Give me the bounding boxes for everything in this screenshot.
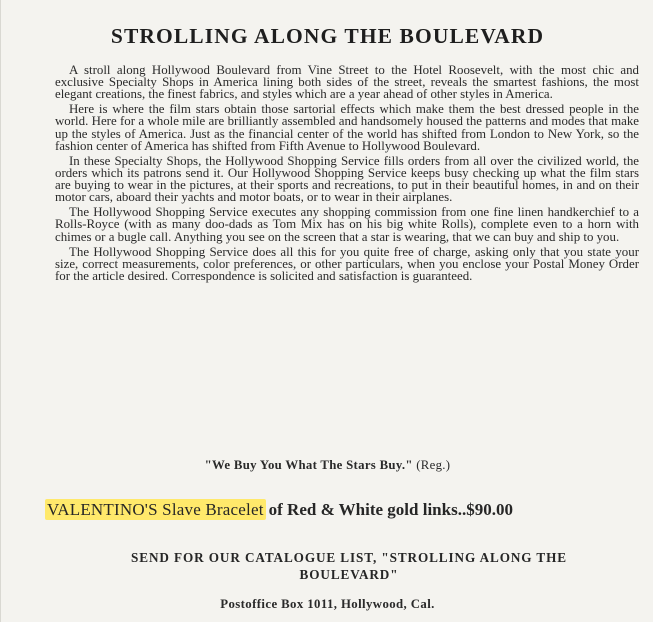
registered-mark: (Reg.) [416, 458, 451, 472]
cta-line-2: BOULEVARD" [299, 567, 399, 582]
paragraph-5: The Hollywood Shopping Service does all this for you quite free of charge, asking only that you state your size, correct measurements, color preferences, or other particulars, when you enclose your Postal Money Order for the article desired. Correspondence is solicited and satisfaction is guaranteed. [55, 244, 639, 283]
article-body [55, 64, 639, 285]
paragraph-3: In these Specialty Shops, the Hollywood Shopping Service fills orders from all over the civilized world, the orders which its patrons send it. Our Hollywood Shopping Service keeps busy checking up what the film stars are buying to wear in the pictures, at their sports and recreations, to put in their beautiful homes, in and on their motor cars, aboard their yachts and motor boats, or to wear in their airplanes. [55, 153, 639, 205]
offer-details: of Red & White gold links..$90.00 [268, 500, 513, 519]
article-headline: STROLLING ALONG THE BOULEVARD [110, 24, 545, 48]
postal-address: Postoffice Box 1011, Hollywood, Cal. [220, 597, 435, 611]
paragraph-2: Here is where the film stars obtain those sartorial effects which make them the best dressed people in the world. Here for a whole mile are brilliantly assembled and handsomely housed the patterns and modes that make up the styles of America. Just as the financial center of the world has shifted from London to New York, so the fashion center of America has shifted from Fifth Avenue to Hollywood Boulevard. [55, 102, 639, 153]
paragraph-1: A stroll along Hollywood Boulevard from Vine Street to the Hotel Roosevelt, with the most chic and exclusive Specialty Shops in America lining both sides of the street, reveals the smartest fashions, the most elegant creations, the finest fabrics, and styles which are a year ahead of other styles in America. [55, 63, 639, 102]
offer-line [45, 500, 645, 520]
highlighted-offer-text: VALENTINO'S Slave Bracelet [47, 500, 264, 519]
slogan-text: "We Buy You What The Stars Buy." [204, 458, 413, 472]
paragraph-4: The Hollywood Shopping Service executes any shopping commission from one fine linen handkerchief to a Rolls-Royce (with as many doo-dads as Tom Mix has on his big white Rolls), complete even to a horn with chimes or a bugle call. Anything you see on the screen that a star is wearing, that we can buy and ship to you. [55, 205, 639, 244]
cta-line-1: SEND FOR OUR CATALOGUE LIST, "STROLLING ALONG THE [131, 550, 567, 565]
catalogue-call-to-action [59, 549, 639, 583]
slogan [1, 458, 653, 473]
